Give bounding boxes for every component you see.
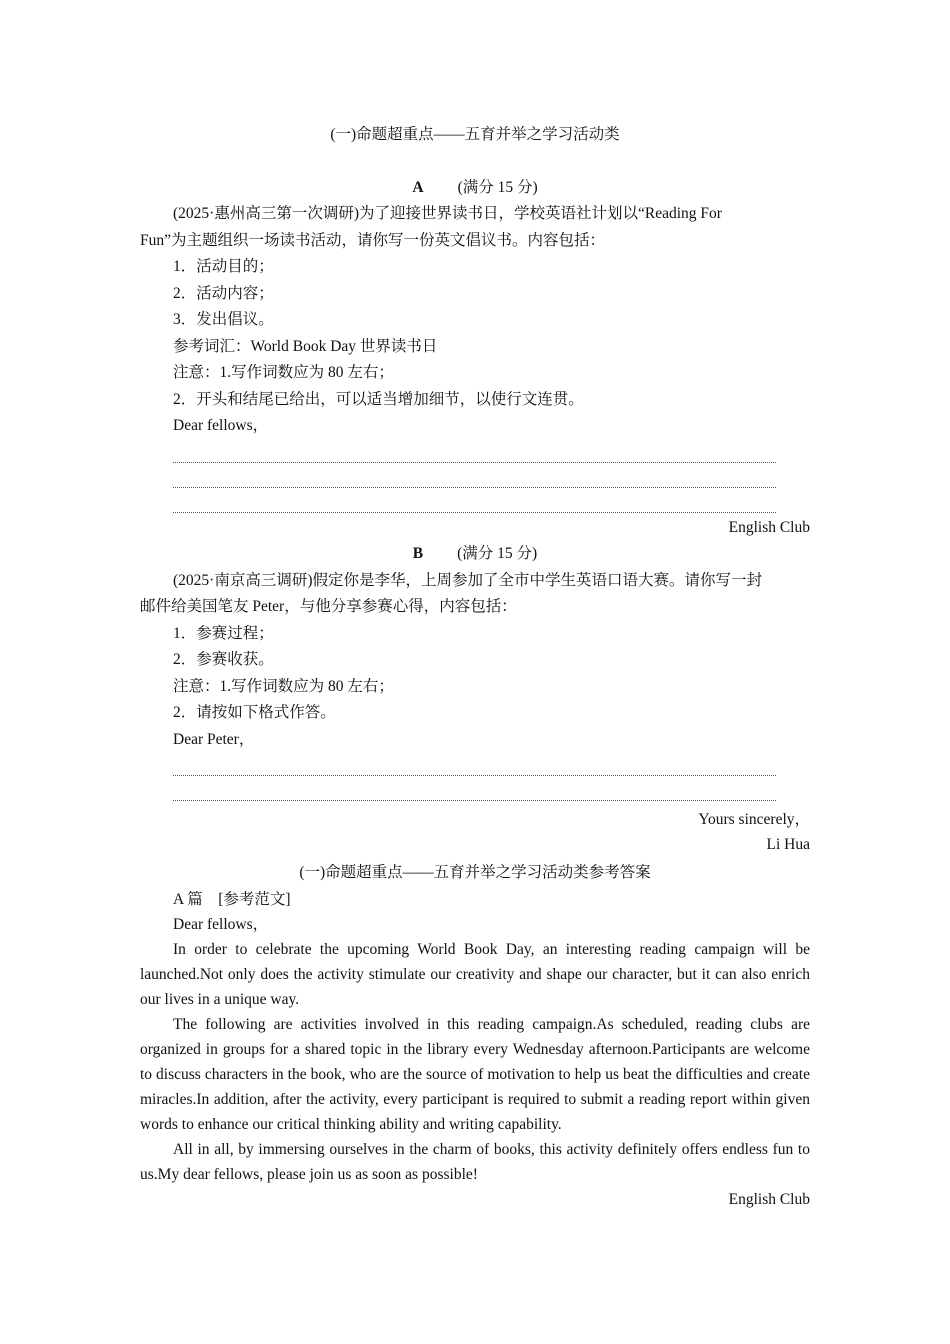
section-b-item-1: 1．参赛过程； <box>173 624 274 642</box>
section-b-note-2: 2．请按如下格式作答。 <box>173 704 336 721</box>
section-a-label: A <box>412 178 424 196</box>
document-page <box>140 122 810 1212</box>
section-b-prompt-line1: (2025·南京高三调研)假定你是李华，上周参加了全市中学生英语口语大赛。请你写一封 <box>173 571 762 589</box>
answer-label: A 篇 [参考范文] <box>173 890 291 908</box>
writing-line <box>140 490 810 515</box>
section-a-salutation: Dear fellows， <box>173 417 269 434</box>
section-b-item-2: 2．参赛收获。 <box>173 651 274 668</box>
section-b-score: (满分 15 分) <box>457 545 538 562</box>
section-b-note-1: 注意：1.写作词数应为 80 左右； <box>173 677 394 695</box>
section-a-header <box>140 175 810 202</box>
section-a-prompt-line1: (2025·惠州高三第一次调研)为了迎接世界读书日，学校英语社计划以“Reading For <box>173 205 722 222</box>
section-a-score: (满分 15 分) <box>457 178 538 196</box>
section-b-prompt-line2: 邮件给美国笔友 Peter，与他分享参赛心得，内容包括： <box>140 598 517 615</box>
writing-line <box>140 778 810 803</box>
section-a-signature: English Club <box>728 518 810 536</box>
writing-line <box>140 753 810 778</box>
answer-title: (一)命题超重点——五育并举之学习活动类参考答案 <box>299 864 651 881</box>
section-a-item-2: 2．活动内容； <box>173 284 274 302</box>
section-a-item-3: 3．发出倡议。 <box>173 311 274 328</box>
section-b-salutation: Dear Peter， <box>173 730 255 748</box>
section-b-signature: Li Hua <box>766 836 810 853</box>
spacer <box>140 149 810 175</box>
section-b-closing: Yours sincerely， <box>698 811 810 828</box>
section-a-item-1: 1．活动目的； <box>173 258 274 275</box>
section-b-header <box>140 541 810 568</box>
doc-title: (一)命题超重点——五育并举之学习活动类 <box>330 126 620 143</box>
answer-paragraph-3: All in all, by immersing ourselves in the charm of books, this activity definitely offers endless fun to us.My dear fellows, please join us as soon as possible! <box>140 1140 810 1183</box>
answer-salutation: Dear fellows， <box>173 915 269 933</box>
answer-paragraph-1: In order to celebrate the upcoming World Book Day, an interesting reading campaign will be launched.Not only does the activity stimulate our creativity and shape our character, but it can also enrich our lives in a unique way. <box>140 940 810 1008</box>
section-a-note-2: 2．开头和结尾已给出，可以适当增加细节，以使行文连贯。 <box>173 390 584 408</box>
section-a-vocab: 参考词汇：World Book Day 世界读书日 <box>173 337 438 355</box>
section-b-label: B <box>412 545 424 562</box>
answer-signature: English Club <box>728 1190 810 1208</box>
section-a-prompt-line2: Fun”为主题组织一场读书活动，请你写一份英文倡议书。内容包括： <box>140 231 606 249</box>
writing-line <box>140 465 810 490</box>
writing-line <box>140 440 810 465</box>
section-a-note-1: 注意：1.写作词数应为 80 左右； <box>173 364 394 381</box>
answer-paragraph-2: The following are activities involved in this reading campaign.As scheduled, reading clubs are organized in groups for a shared topic in the library every Wednesday afternoon.Participants are welcome to discuss characters in the book, who are the source of motivation to help us beat the difficulties and create miracles.In addition, after the activity, every participant is required to submit a reading report within given words to enhance our critical thinking ability and writing capability. <box>140 1015 810 1133</box>
